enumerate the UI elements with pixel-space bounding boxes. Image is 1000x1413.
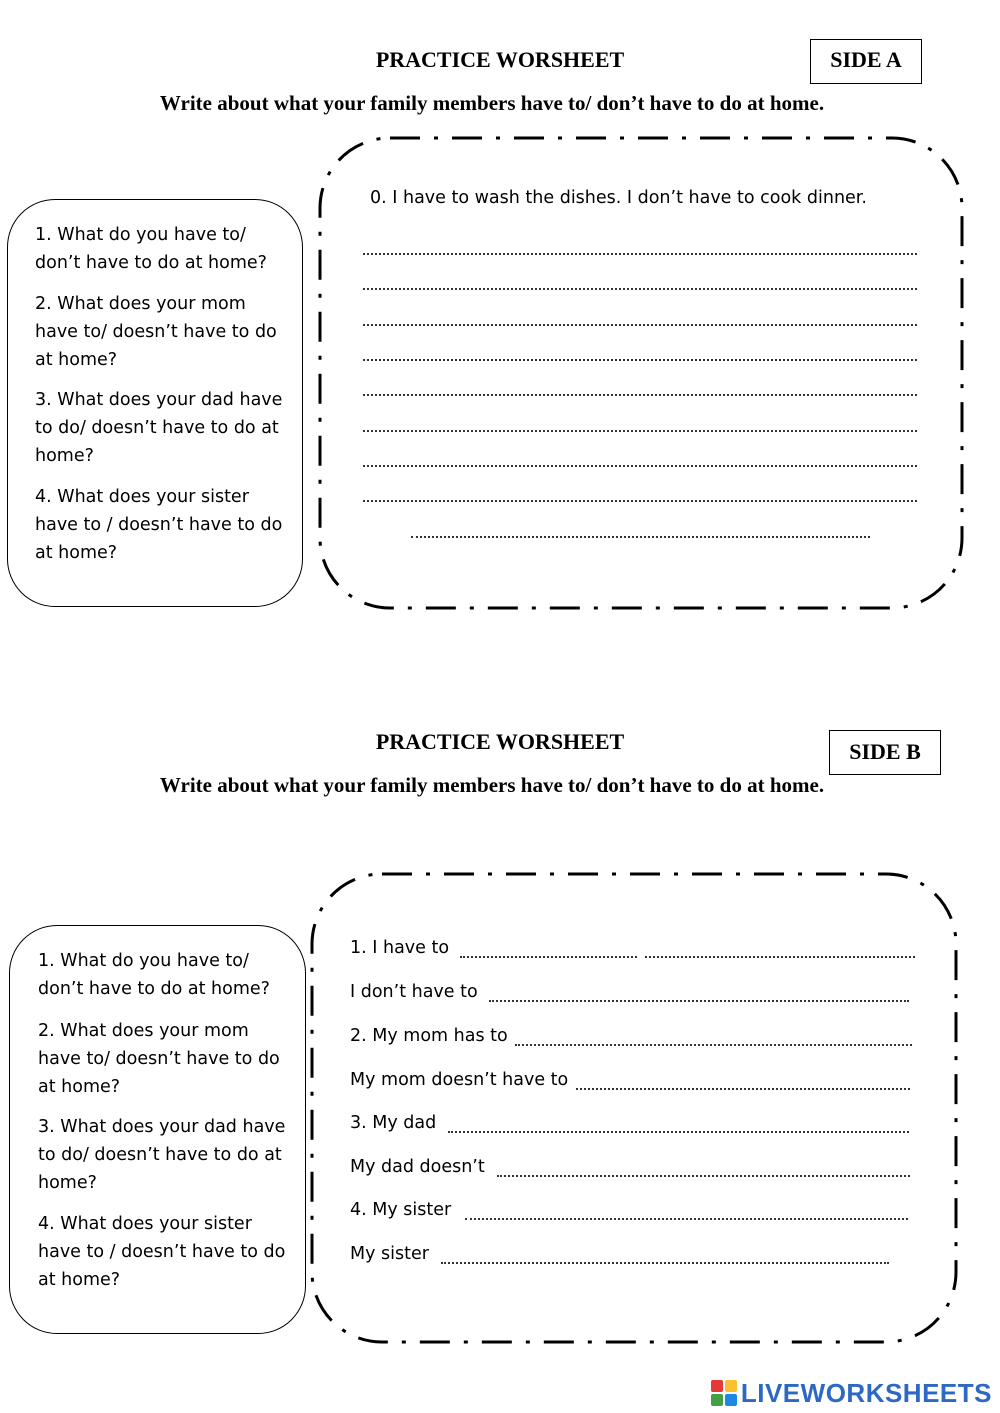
answer-line[interactable] <box>576 1088 910 1090</box>
answer-line[interactable] <box>441 1262 889 1264</box>
side-a-title: PRACTICE WORSHEET <box>375 47 625 72</box>
answer-line[interactable] <box>448 1131 909 1133</box>
side-a-example: 0. I have to wash the dishes. I don’t have to cook dinner. <box>370 188 867 208</box>
answer-line[interactable] <box>363 253 917 255</box>
answer-line[interactable] <box>363 500 917 502</box>
answer-line[interactable] <box>363 394 917 396</box>
prompt-i-have-to: 1. I have to <box>350 938 450 958</box>
side-b-title: PRACTICE WORSHEET <box>375 729 625 754</box>
side-a-label: SIDE A <box>810 39 922 84</box>
answer-line[interactable] <box>497 1175 910 1177</box>
side-b-question-4: 4. What does your sister have to / doesn’t have to do at home? <box>38 1214 286 1290</box>
side-a-question-3: 3. What does your dad have to do/ doesn’t have to do at home? <box>35 390 283 466</box>
prompt-i-dont-have-to: I don’t have to <box>350 982 478 1002</box>
liveworksheets-logo-icon <box>711 1380 737 1406</box>
side-b-question-2: 2. What does your mom have to/ doesn’t have to do at home? <box>38 1021 280 1097</box>
side-a-question-1: 1. What do you have to/ don’t have to do at home? <box>35 225 267 273</box>
answer-line[interactable] <box>411 536 870 538</box>
liveworksheets-logo <box>711 1377 992 1409</box>
answer-line[interactable] <box>460 956 637 958</box>
side-a-instruction: Write about what your family members have to/ don’t have to do at home. <box>159 91 825 115</box>
side-a-question-4: 4. What does your sister have to / doesn’t have to do at home? <box>35 487 283 563</box>
answer-line[interactable] <box>465 1218 908 1220</box>
side-b-question-3: 3. What does your dad have to do/ doesn’t have to do at home? <box>38 1117 286 1193</box>
answer-line[interactable] <box>515 1044 912 1046</box>
side-b-question-1: 1. What do you have to/ don’t have to do at home? <box>38 951 270 999</box>
answer-line[interactable] <box>363 288 917 290</box>
answer-line[interactable] <box>489 1000 909 1002</box>
side-b-instruction: Write about what your family members have to/ don’t have to do at home. <box>159 773 825 797</box>
answer-line[interactable] <box>363 465 917 467</box>
prompt-sister: My sister <box>350 1244 429 1264</box>
side-b-label: SIDE B <box>829 730 941 775</box>
answer-line[interactable] <box>363 359 917 361</box>
liveworksheets-brand: LIVEWORKSHEETS <box>740 1377 992 1408</box>
prompt-mom-doesnt-have-to: My mom doesn’t have to <box>350 1070 569 1090</box>
prompt-my-dad: 3. My dad <box>350 1113 437 1133</box>
prompt-dad-doesnt: My dad doesn’t <box>350 1157 485 1177</box>
side-a-question-2: 2. What does your mom have to/ doesn’t have to do at home? <box>35 294 277 370</box>
prompt-my-sister: 4. My sister <box>350 1200 452 1220</box>
prompt-mom-has-to: 2. My mom has to <box>350 1026 508 1046</box>
answer-line[interactable] <box>363 324 917 326</box>
answer-line[interactable] <box>645 956 915 958</box>
answer-line[interactable] <box>363 430 917 432</box>
